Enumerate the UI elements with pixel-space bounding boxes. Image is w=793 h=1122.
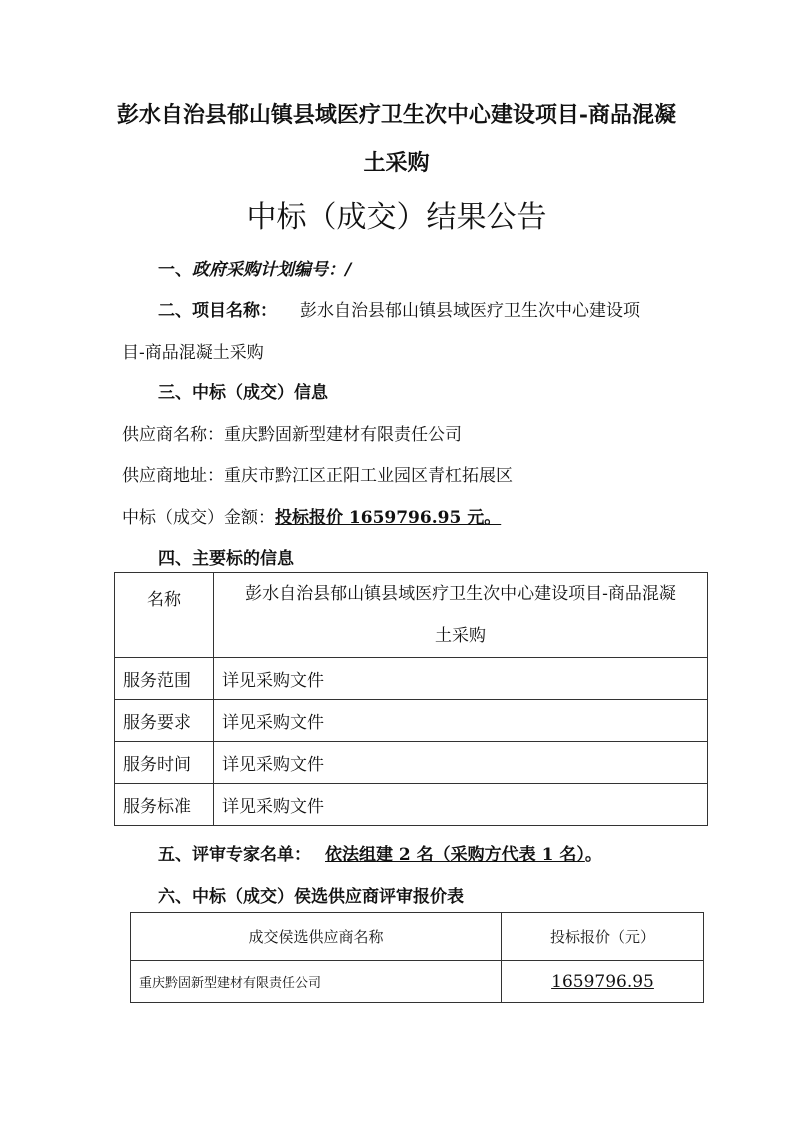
award-amount-label: 中标（成交）金额： <box>122 508 275 528</box>
table-cell-label: 服务标准 <box>115 784 214 826</box>
section-5 <box>158 840 602 865</box>
expert-list-value: 依法组建 2 名（采购方代表 1 名） <box>325 845 585 865</box>
award-amount-row <box>122 503 501 528</box>
project-name-line-1: 彭水自治县郁山镇县域医疗卫生次中心建设项 <box>300 301 640 321</box>
section-2 <box>158 296 277 321</box>
subject-name-line-1: 彭水自治县郁山镇县域医疗卫生次中心建设项目-商品混凝 <box>245 584 676 604</box>
subject-info-table <box>114 572 708 826</box>
supplier-address-row <box>122 461 513 486</box>
supplier-address-label: 供应商地址： <box>122 466 224 486</box>
table-cell-supplier: 重庆黔固新型建材有限责任公司 <box>131 961 502 1003</box>
table-cell-label: 服务要求 <box>115 700 214 742</box>
table-header-cell: 投标报价（元） <box>502 913 704 961</box>
title-line-1: 彭水自治县郁山镇县域医疗卫生次中心建设项目-商品混凝 <box>116 102 677 128</box>
table-cell-label: 服务时间 <box>115 742 214 784</box>
subject-name-line-2: 土采购 <box>435 626 486 646</box>
table-cell-label: 名称 <box>115 573 214 658</box>
table-header-cell: 成交侯选供应商名称 <box>131 913 502 961</box>
section-3-heading: 三、中标（成交）信息 <box>158 383 328 403</box>
price-value: 1659796.95 <box>551 971 654 992</box>
table-cell-price <box>502 961 704 1003</box>
table-cell-value: 详见采购文件 <box>214 700 708 742</box>
section-5-tail: 。 <box>584 845 602 865</box>
table-cell-value: 详见采购文件 <box>214 784 708 826</box>
table-cell-label: 服务范围 <box>115 658 214 700</box>
table-row <box>131 961 704 1003</box>
table-cell-value: 详见采购文件 <box>214 658 708 700</box>
table-row <box>115 784 708 826</box>
table-row <box>115 742 708 784</box>
supplier-name-row <box>122 420 462 445</box>
section-2-label: 二、项目名称： <box>158 301 277 321</box>
supplier-name-label: 供应商名称： <box>122 425 224 445</box>
section-6-heading: 六、中标（成交）侯选供应商评审报价表 <box>158 887 464 907</box>
section-5-label: 五、评审专家名单： <box>158 845 311 865</box>
supplier-name-value: 重庆黔固新型建材有限责任公司 <box>224 425 462 445</box>
table-header-row <box>131 913 704 961</box>
supplier-address-value: 重庆市黔江区正阳工业园区青杠拓展区 <box>224 466 513 486</box>
section-1 <box>158 255 351 280</box>
page-heading: 中标（成交）结果公告 <box>246 200 547 235</box>
table-row <box>115 658 708 700</box>
title-line-2: 土采购 <box>363 150 430 176</box>
award-amount-value: 投标报价 1659796.95 元。 <box>275 508 502 528</box>
table-cell-value <box>214 573 708 658</box>
section-4-heading: 四、主要标的信息 <box>158 549 294 569</box>
table-row <box>115 700 708 742</box>
table-cell-value: 详见采购文件 <box>214 742 708 784</box>
bid-price-table <box>130 912 704 1003</box>
table-row <box>115 573 708 658</box>
section-1-label: 一、 <box>158 260 192 280</box>
section-1-text: 政府采购计划编号：/ <box>192 260 352 280</box>
project-name-line-2: 目-商品混凝土采购 <box>122 343 264 363</box>
